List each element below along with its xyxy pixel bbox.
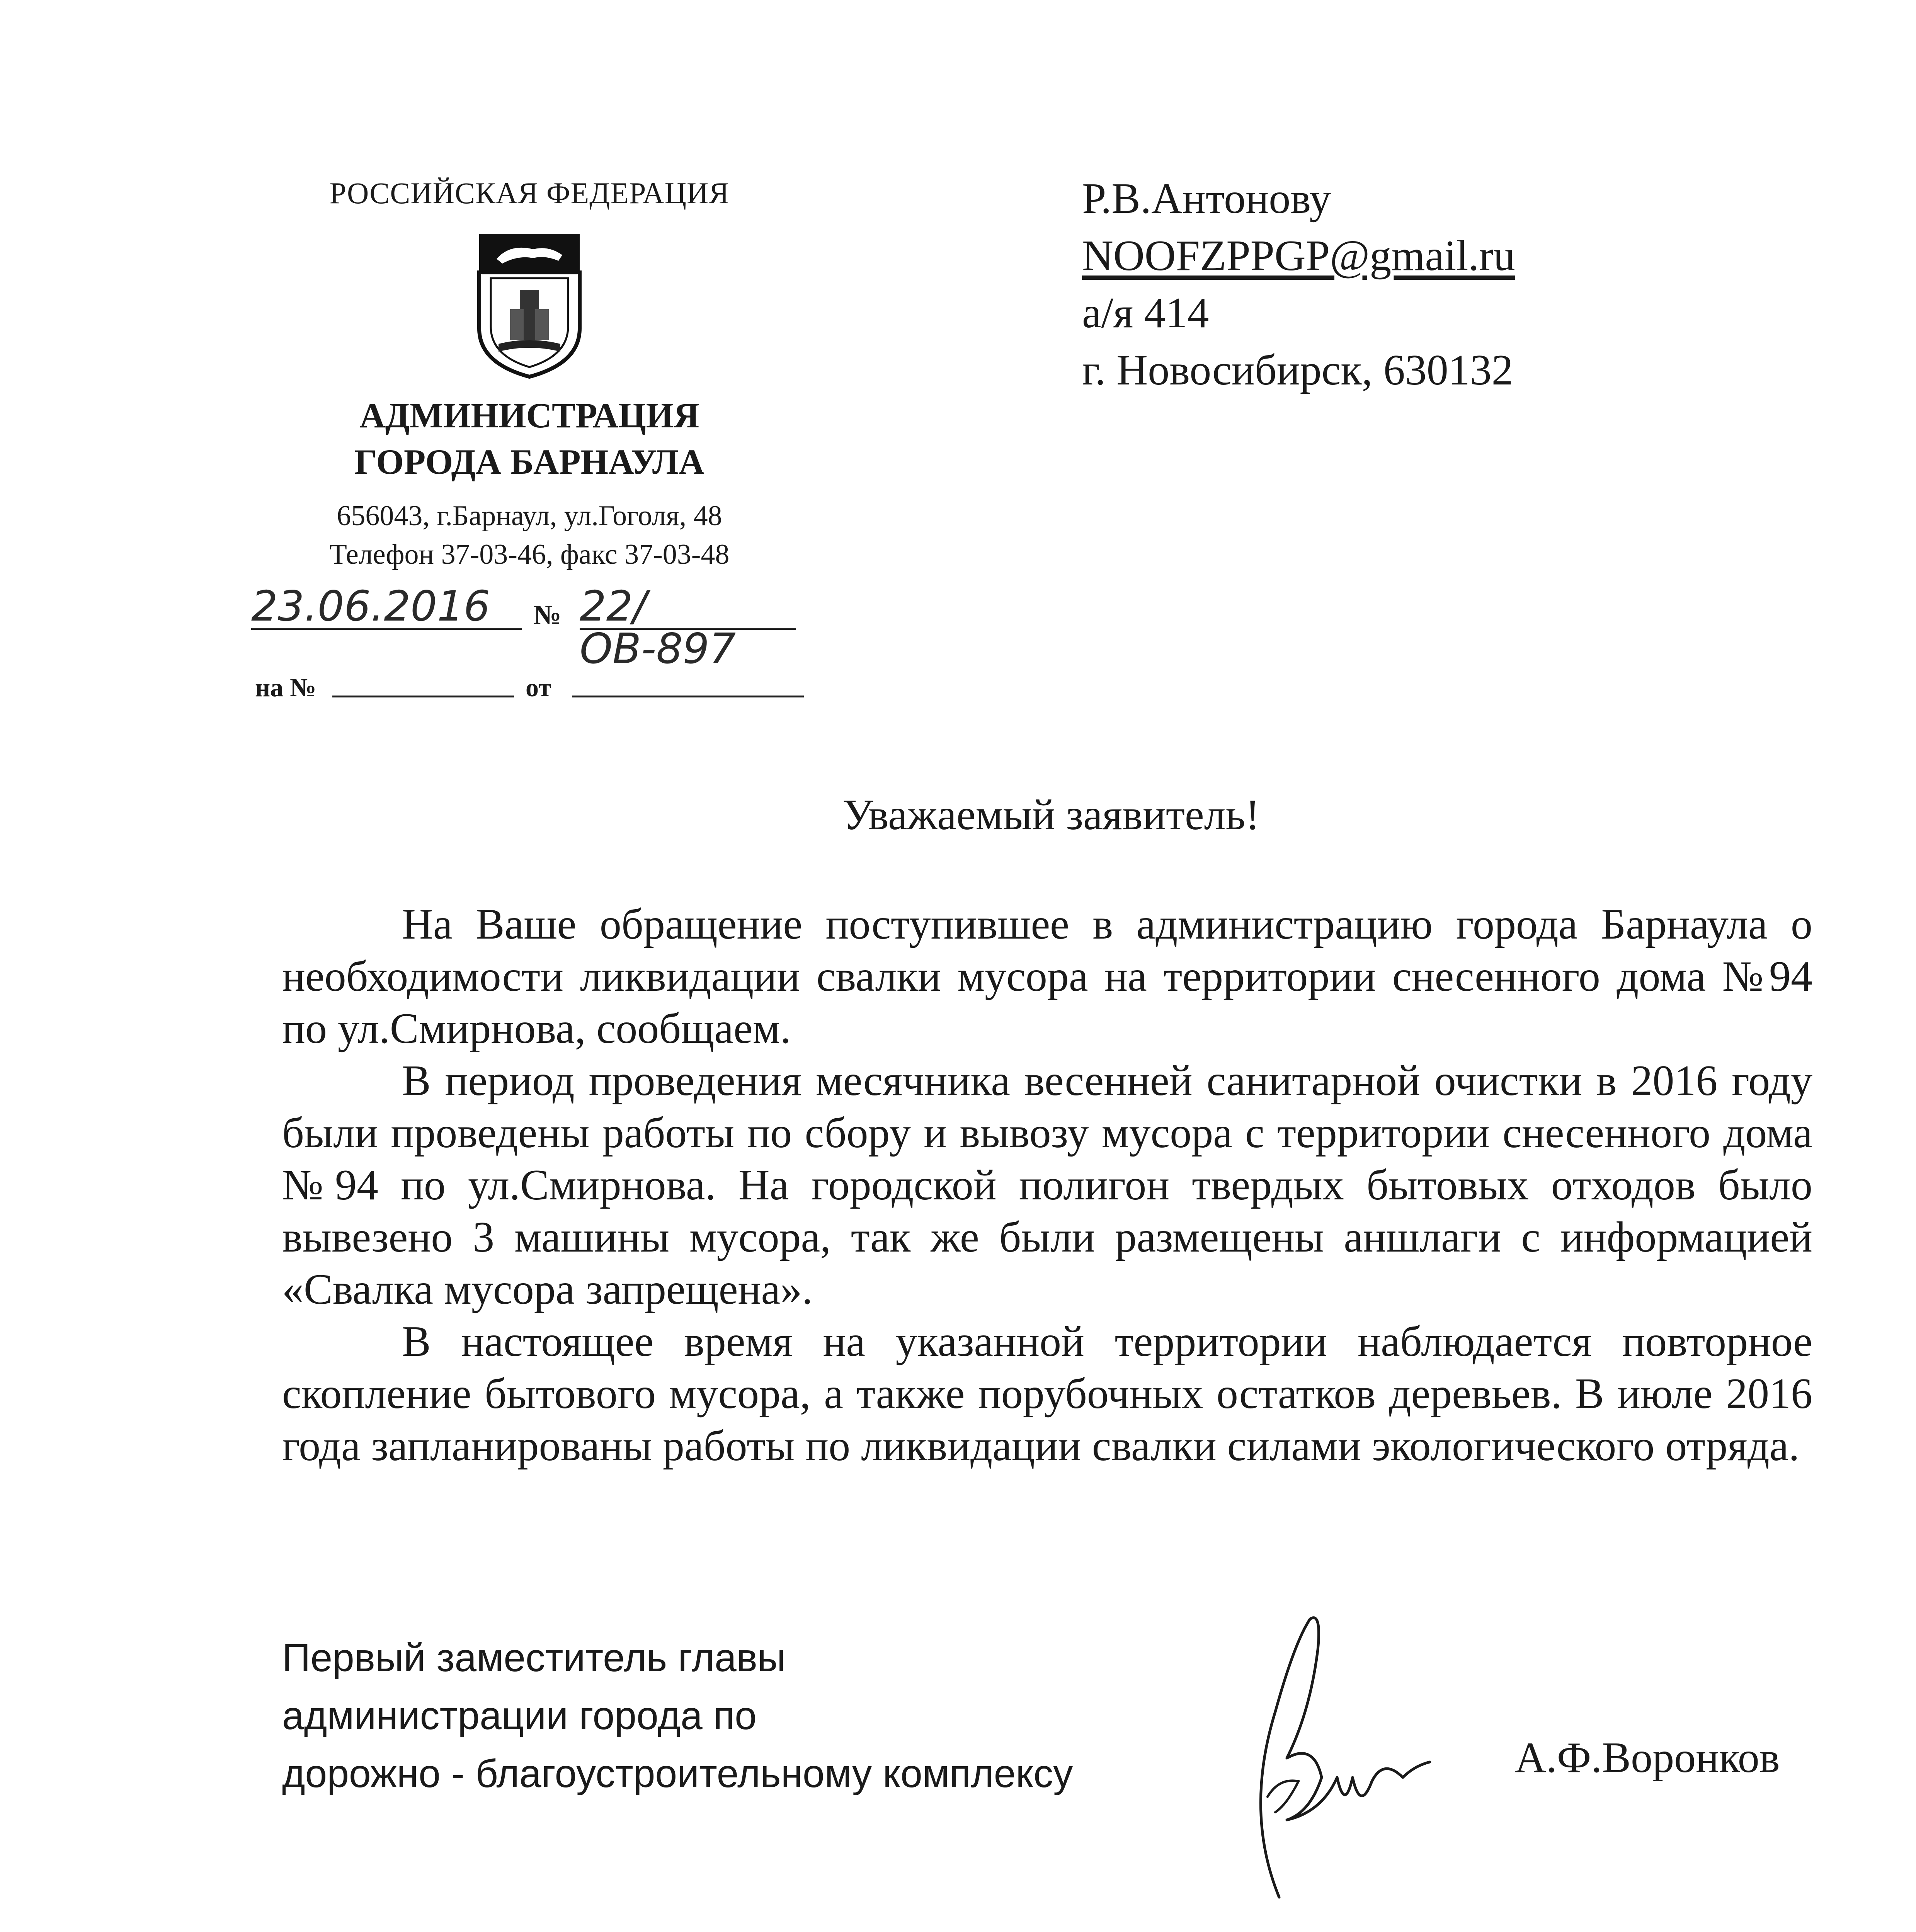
letter-body xyxy=(282,898,1812,1472)
signatory-position-line-2: администрации города по xyxy=(282,1694,757,1738)
handwritten-signature-icon xyxy=(1221,1596,1438,1905)
reply-to-date-line xyxy=(572,696,804,697)
registration-number-label: № xyxy=(533,599,562,630)
addressee-email: NOOFZPPGP@gmail.ru xyxy=(1082,232,1515,280)
reply-to-number-label: на № xyxy=(255,673,316,702)
signatory-position-line-3: дорожно - благоустроительному комплексу xyxy=(282,1752,1073,1796)
signatory-position-line-1: Первый заместитель главы xyxy=(282,1636,786,1680)
registration-date: 23.06.2016 xyxy=(251,585,522,630)
paragraph-2: В период проведения месячника весенней санитарной очистки в 2016 году были проведены работы по сбору и вывозу мусора с территории снесенного дома №94 по ул.Смирнова. На городской полигон твердых бытовых отходов было вывезено 3 машины мусора, так же были размещены аншлаги с информацией «Свалка мусора запрещена». xyxy=(282,1057,1812,1313)
addressee-city: г. Новосибирск, 630132 xyxy=(1082,346,1513,394)
registration-number: 22/ОВ-897 xyxy=(580,585,796,630)
paragraph-3: В настоящее время на указанной территории наблюдается повторное скопление бытового мусора, а также порубочных остатков деревьев. В июле 2016 года запланированы работы по ликвидации свалки силами экологического отряда. xyxy=(282,1318,1812,1470)
org-contacts xyxy=(278,497,781,574)
org-phone: Телефон 37-03-46, факс 37-03-48 xyxy=(329,539,730,570)
coat-of-arms-icon xyxy=(475,232,584,379)
signatory-position xyxy=(282,1629,1171,1803)
org-line-2: ГОРОДА БАРНАУЛА xyxy=(354,442,704,481)
org-line-1: АДМИНИСТРАЦИЯ xyxy=(359,396,699,435)
addressee-po-box: а/я 414 xyxy=(1082,289,1209,337)
organization-name xyxy=(278,392,781,485)
reply-to-number-line xyxy=(332,696,514,697)
org-address: 656043, г.Барнаул, ул.Гоголя, 48 xyxy=(337,500,722,532)
signatory-name: А.Ф.Воронков xyxy=(1515,1734,1780,1782)
addressee-block xyxy=(1082,170,1739,399)
greeting: Уважаемый заявитель! xyxy=(842,791,1260,839)
reply-to-date-label: от xyxy=(526,673,551,702)
country-header: РОССИЙСКАЯ ФЕДЕРАЦИЯ xyxy=(329,176,730,210)
paragraph-1: На Ваше обращение поступившее в администрацию города Барнаула о необходимости ликвидации свалки мусора на территории снесенного дома №94 по ул.Смирнова, сообщаем. xyxy=(282,900,1812,1053)
addressee-name: Р.В.Антонову xyxy=(1082,175,1331,223)
